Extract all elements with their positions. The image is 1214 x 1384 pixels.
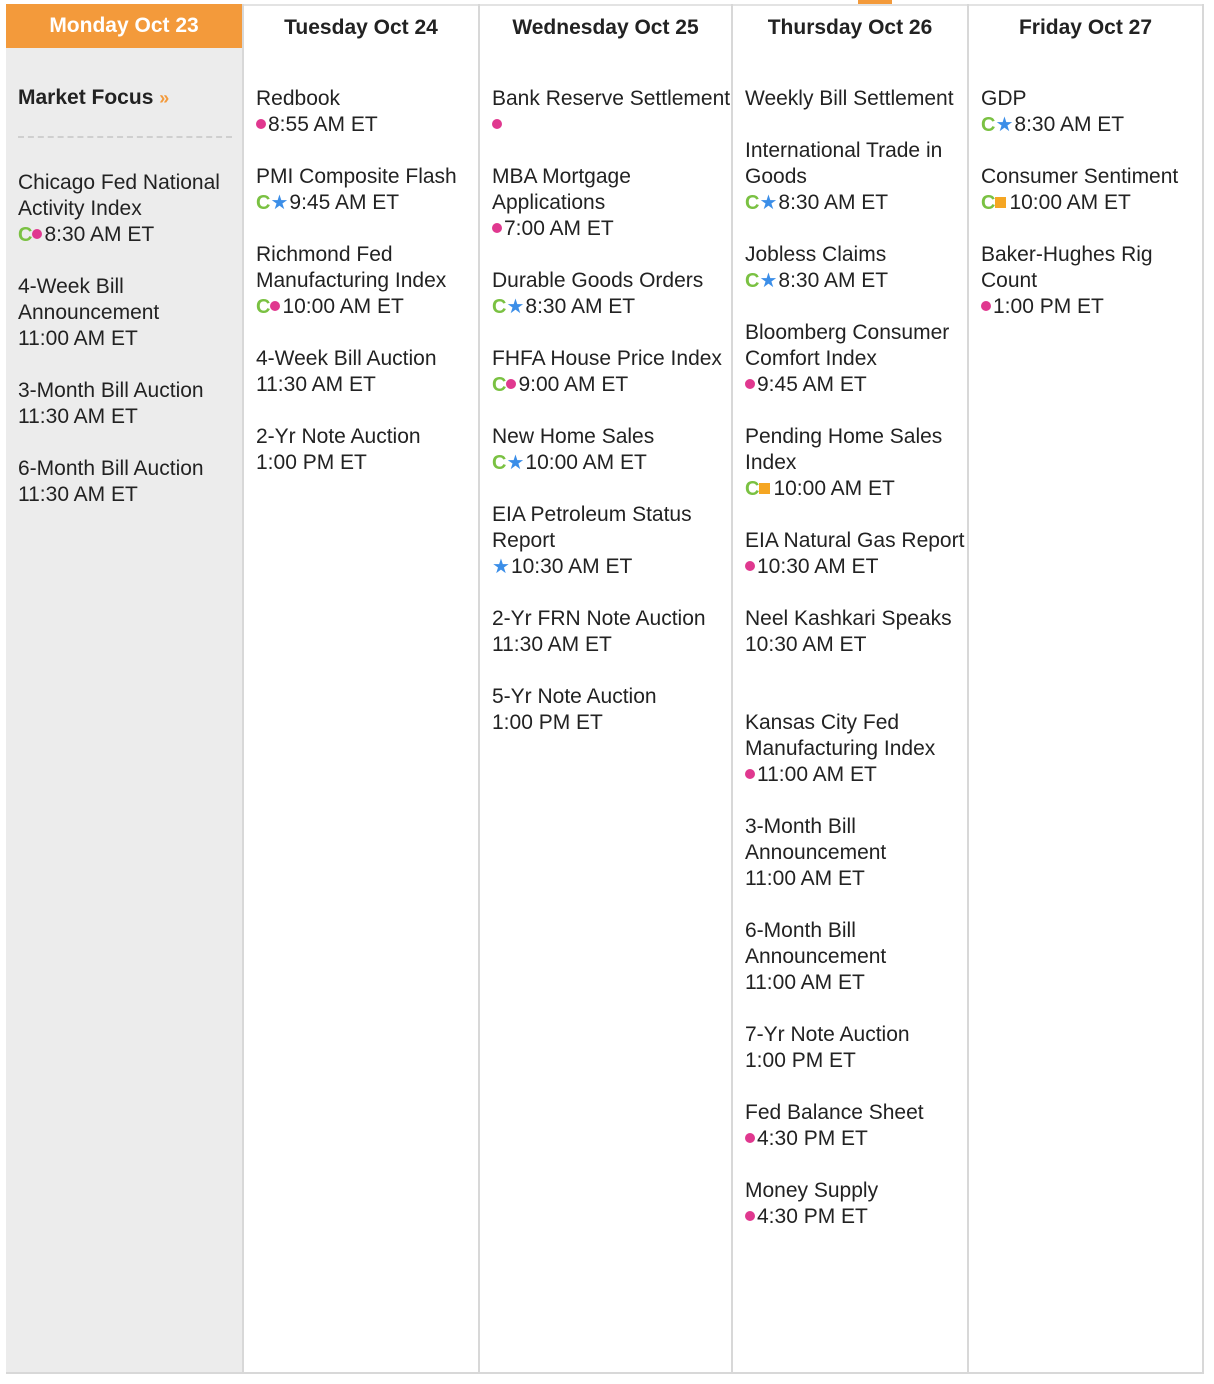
event-time-line [256,294,478,320]
event-time-line [256,372,478,398]
active-tab-marker [858,0,892,4]
event-time: 9:45 AM ET [757,373,867,396]
event-time: 8:30 AM ET [1014,113,1125,136]
event-time: 10:30 AM ET [510,555,633,578]
event-title[interactable]: Bloomberg Consumer Comfort Index [745,321,950,370]
event-time-line [492,216,731,242]
event-title[interactable]: International Trade in Goods [745,139,943,188]
event-time: 7:00 AM ET [504,217,614,240]
day-header-friday[interactable]: Friday Oct 27 [969,4,1202,48]
event-time: 10:30 AM ET [757,555,879,578]
event-time-line [18,482,242,508]
event-time: 10:00 AM ET [525,451,647,474]
event-item[interactable] [18,274,242,352]
event-item[interactable] [745,814,967,892]
event-item[interactable] [492,346,731,398]
event-time-line [745,190,967,216]
event-item[interactable] [745,242,967,294]
event-title[interactable]: EIA Petroleum Status Report [492,503,692,552]
day-header-monday[interactable]: Monday Oct 23 [6,4,242,48]
event-item[interactable] [18,170,242,248]
event-title[interactable]: Chicago Fed National Activity Index [18,171,220,220]
event-time: 10:00 AM ET [282,295,404,318]
event-time: 8:55 AM ET [268,113,378,136]
c-icon: C [492,374,507,396]
event-item[interactable] [18,456,242,508]
double-chevron-icon: » [159,88,170,108]
event-title[interactable]: EIA Natural Gas Report [745,529,965,552]
events-list [480,48,731,736]
event-title[interactable]: Redbook [256,87,341,110]
day-header-wednesday[interactable]: Wednesday Oct 25 [480,4,731,48]
events-list [969,48,1202,320]
event-time-line [492,554,731,580]
event-time-line [492,450,731,476]
event-title[interactable]: Baker-Hughes Rig Count [981,243,1153,292]
event-time-line [745,970,967,996]
event-title[interactable]: Money Supply [745,1179,879,1202]
event-item[interactable] [18,378,242,430]
event-item[interactable] [745,424,967,502]
event-title[interactable]: 4-Week Bill Auction [256,347,437,370]
event-time: 11:30 AM ET [18,483,138,506]
star-icon: ★ [270,192,289,214]
c-icon: C [745,478,760,500]
star-icon: ★ [759,270,778,292]
event-time-line [492,710,731,736]
dot-icon [745,769,755,779]
event-time-line [256,190,478,216]
event-item[interactable] [745,918,967,996]
event-item[interactable] [745,528,967,580]
dot-icon [745,561,755,571]
event-title[interactable]: Pending Home Sales Index [745,425,943,474]
dot-icon [745,1133,755,1143]
event-time-line [981,190,1202,216]
c-icon: C [981,192,996,214]
event-title[interactable]: 4-Week Bill Announcement [18,275,160,324]
star-icon: ★ [995,114,1014,136]
dot-icon [256,119,266,129]
event-time: 9:45 AM ET [289,191,400,214]
event-title[interactable]: 5-Yr Note Auction [492,685,657,708]
event-item[interactable] [256,424,478,476]
event-time: 11:00 AM ET [757,763,877,786]
event-time-line [745,866,967,892]
square-icon [995,197,1006,208]
event-title[interactable]: Jobless Claims [745,243,887,266]
event-item[interactable] [492,164,731,242]
event-time-line [745,1048,967,1074]
event-title[interactable]: GDP [981,87,1027,110]
event-time-line [981,112,1202,138]
event-time-line [981,294,1202,320]
event-item[interactable] [256,346,478,398]
event-title[interactable]: Consumer Sentiment [981,165,1179,188]
day-header-thursday[interactable]: Thursday Oct 26 [733,4,967,48]
c-icon: C [492,296,507,318]
event-title[interactable]: Fed Balance Sheet [745,1101,924,1124]
events-list [244,48,478,476]
event-time-line [745,554,967,580]
event-title[interactable]: 7-Yr Note Auction [745,1023,910,1046]
event-item[interactable] [745,1022,967,1074]
event-time: 8:30 AM ET [44,223,155,246]
event-item[interactable] [745,138,967,216]
event-item[interactable] [745,710,967,788]
event-item[interactable] [981,164,1202,216]
c-icon: C [981,114,996,136]
c-icon: C [492,452,507,474]
event-title[interactable]: 2-Yr FRN Note Auction [492,607,706,630]
event-item[interactable] [256,242,478,320]
events-list [733,48,967,1230]
event-time-line [18,326,242,352]
event-time: 10:30 AM ET [745,633,867,656]
event-time-line [745,632,967,658]
event-time: 4:30 PM ET [757,1127,868,1150]
dot-icon [745,379,755,389]
day-column-monday [6,4,242,1372]
event-item[interactable] [492,606,731,658]
day-column-tuesday [242,4,478,1372]
economic-calendar [6,4,1204,1374]
square-icon [759,483,770,494]
event-item[interactable] [981,86,1202,138]
event-item[interactable] [745,1178,967,1230]
event-time: 11:00 AM ET [18,327,138,350]
event-time-line [18,222,242,248]
event-time-line [745,1126,967,1152]
day-column-friday [967,4,1204,1372]
event-time: 8:30 AM ET [778,191,889,214]
dot-icon [745,1211,755,1221]
event-title[interactable]: 3-Month Bill Announcement [745,815,887,864]
star-icon: ★ [759,192,778,214]
event-time: 9:00 AM ET [518,373,629,396]
star-icon: ★ [506,452,525,474]
event-item[interactable] [492,86,731,138]
event-title[interactable]: New Home Sales [492,425,655,448]
event-time: 1:00 PM ET [745,1049,856,1072]
event-time-line [492,632,731,658]
event-item[interactable] [745,1100,967,1152]
event-title[interactable]: 2-Yr Note Auction [256,425,421,448]
market-focus-label[interactable]: Market Focus [18,86,154,109]
event-time: 8:30 AM ET [525,295,636,318]
event-time: 10:00 AM ET [1009,191,1131,214]
event-title[interactable]: Bank Reserve Settlement [492,87,731,110]
events-list [6,48,242,508]
event-time-line [256,450,478,476]
event-time: 10:00 AM ET [773,477,895,500]
star-icon: ★ [492,556,510,578]
event-time: 11:30 AM ET [18,405,138,428]
event-item[interactable] [745,86,967,112]
event-time: 11:30 AM ET [492,633,612,656]
event-time-line [745,372,967,398]
c-icon: C [256,192,271,214]
event-item[interactable] [745,606,967,658]
event-title[interactable]: PMI Composite Flash [256,165,457,188]
dot-icon [981,301,991,311]
event-title[interactable]: Richmond Fed Manufacturing Index [256,243,447,292]
event-time-line [18,404,242,430]
day-column-thursday [731,4,967,1372]
c-icon: C [745,192,760,214]
event-title[interactable]: Durable Goods Orders [492,269,704,292]
event-title[interactable]: 6-Month Bill Auction [18,457,204,480]
event-item[interactable] [256,164,478,216]
event-title[interactable]: 6-Month Bill Announcement [745,919,887,968]
event-item[interactable] [981,242,1202,320]
event-time-line [745,476,967,502]
star-icon: ★ [506,296,525,318]
c-icon: C [745,270,760,292]
event-time-line [745,268,967,294]
dot-icon [270,301,280,311]
event-time-line [745,1204,967,1230]
event-title[interactable]: 3-Month Bill Auction [18,379,204,402]
event-title[interactable]: Weekly Bill Settlement [745,87,954,110]
event-time: 1:00 PM ET [256,451,367,474]
event-title[interactable]: FHFA House Price Index [492,347,722,370]
day-column-wednesday [478,4,731,1372]
event-title[interactable]: Kansas City Fed Manufacturing Index [745,711,936,760]
dot-icon [492,119,502,129]
event-item[interactable] [492,502,731,580]
event-time: 8:30 AM ET [778,269,889,292]
event-time: 1:00 PM ET [993,295,1104,318]
event-time-line [256,112,478,138]
event-time: 11:00 AM ET [745,867,865,890]
dot-icon [492,223,502,233]
event-item[interactable] [745,320,967,398]
event-time-line [745,762,967,788]
event-item[interactable] [492,268,731,320]
dot-icon [506,379,516,389]
c-icon: C [256,296,271,318]
event-time-line [492,294,731,320]
event-item[interactable] [256,86,478,138]
event-time: 1:00 PM ET [492,711,603,734]
event-title[interactable]: MBA Mortgage Applications [492,165,631,214]
event-item[interactable] [492,424,731,476]
c-icon: C [18,224,33,246]
event-item[interactable] [492,684,731,736]
event-time: 11:00 AM ET [745,971,865,994]
event-time: 11:30 AM ET [256,373,376,396]
dot-icon [32,229,42,239]
event-time-line [492,372,731,398]
event-title[interactable]: Neel Kashkari Speaks [745,607,952,630]
event-time: 4:30 PM ET [757,1205,868,1228]
day-header-tuesday[interactable]: Tuesday Oct 24 [244,4,478,48]
market-focus-link[interactable] [18,86,232,138]
